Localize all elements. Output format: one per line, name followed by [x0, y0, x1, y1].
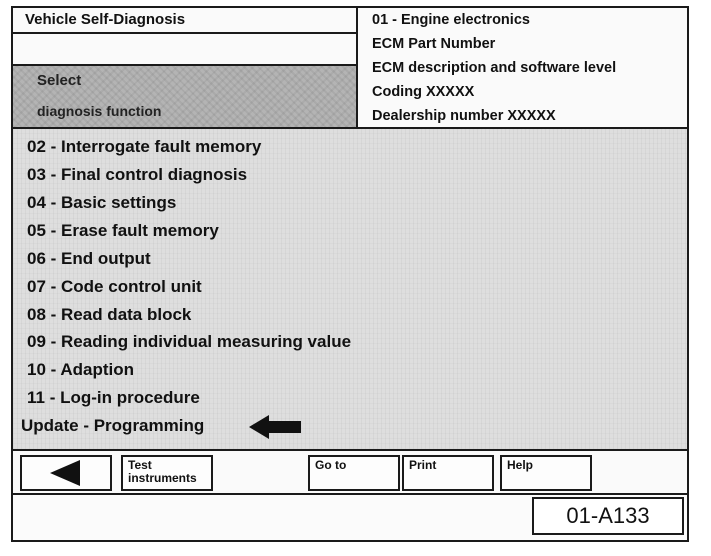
figure-code-label: 01-A133 [532, 497, 684, 535]
go-to-label: Go to [315, 458, 347, 472]
control-unit-info-panel [358, 8, 687, 129]
dealership-number: Dealership number XXXXX [372, 108, 556, 124]
menu-item-code-control-unit[interactable]: 07 - Code control unit [27, 277, 202, 296]
test-instruments-button[interactable] [121, 455, 213, 491]
select-function-prompt [13, 66, 356, 127]
menu-item-log-in-procedure[interactable]: 11 - Log-in procedure [27, 388, 200, 407]
triangle-left-icon [50, 460, 82, 486]
menu-item-read-data-block[interactable]: 08 - Read data block [27, 305, 192, 324]
menu-item-update-programming[interactable]: Update - Programming [21, 416, 205, 435]
help-label: Help [507, 458, 534, 472]
menu-item-erase-fault-memory[interactable]: 05 - Erase fault memory [27, 221, 219, 240]
prompt-line-1: Select [37, 72, 82, 89]
help-button[interactable] [500, 455, 592, 491]
print-button[interactable] [402, 455, 494, 491]
test-instruments-label-1: Test [128, 458, 152, 472]
go-to-button[interactable] [308, 455, 400, 491]
button-bar [13, 449, 687, 495]
diagnosis-screen [11, 6, 689, 542]
control-unit-name: 01 - Engine electronics [372, 12, 530, 28]
prompt-line-2: diagnosis function [37, 103, 162, 119]
function-menu [13, 129, 687, 449]
menu-item-interrogate-fault-memory[interactable]: 02 - Interrogate fault memory [27, 137, 262, 156]
print-label: Print [409, 458, 437, 472]
header-left-panel [13, 8, 358, 129]
menu-item-adaption[interactable]: 10 - Adaption [27, 360, 135, 379]
menu-item-final-control-diagnosis[interactable]: 03 - Final control diagnosis [27, 165, 248, 184]
test-instruments-label-2: instruments [128, 471, 197, 485]
arrow-left-icon [249, 415, 307, 439]
menu-item-end-output[interactable]: 06 - End output [27, 249, 151, 268]
menu-item-reading-measuring-value[interactable]: 09 - Reading individual measuring value [27, 332, 352, 351]
back-button[interactable] [20, 455, 112, 491]
ecm-description: ECM description and software level [372, 60, 617, 76]
screen-title: Vehicle Self-Diagnosis [25, 11, 186, 28]
coding-value: Coding XXXXX [372, 84, 475, 100]
divider [13, 32, 356, 34]
ecm-part-number: ECM Part Number [372, 36, 496, 52]
menu-item-basic-settings[interactable]: 04 - Basic settings [27, 193, 177, 212]
